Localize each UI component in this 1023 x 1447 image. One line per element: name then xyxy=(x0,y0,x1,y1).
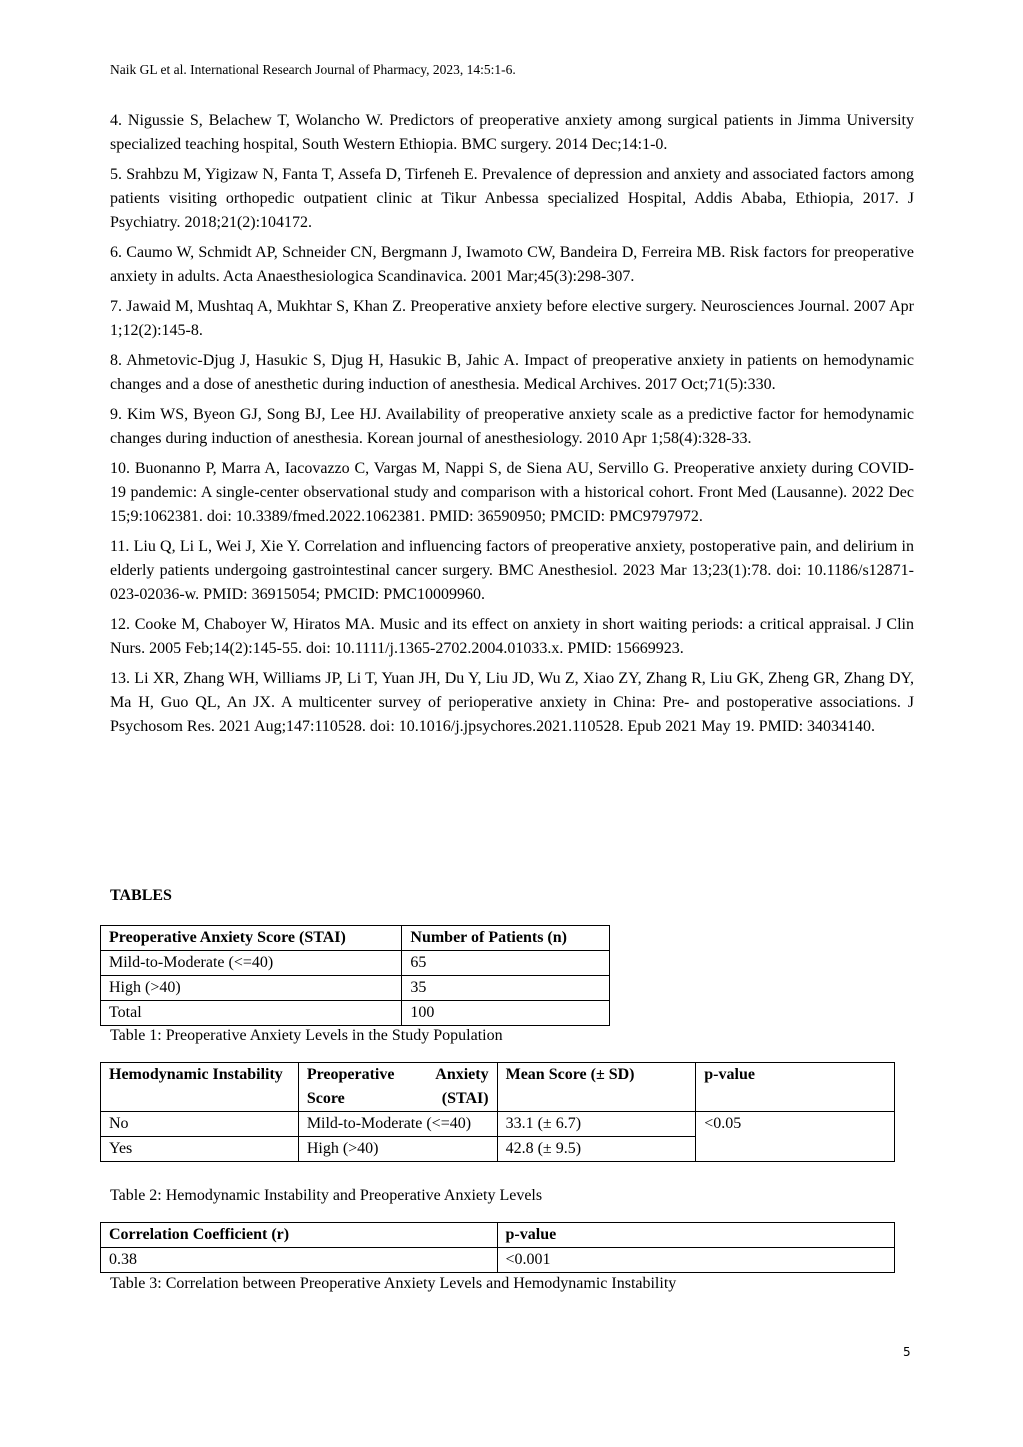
table-cell: 33.1 (± 6.7) xyxy=(497,1112,696,1137)
table-cell: <0.05 xyxy=(696,1112,895,1162)
table-row xyxy=(101,1112,895,1137)
table-hemodynamic-instability xyxy=(100,1062,895,1162)
table-correlation xyxy=(100,1222,895,1273)
reference-item: 10. Buonanno P, Marra A, Iacovazzo C, Vargas M, Nappi S, de Siena AU, Servillo G. Preoperative anxiety during COVID-19 pandemic: A single-center observational study and comparison with a historical cohort. Front Med (Lausanne). 2022 Dec 15;9:1062381. doi: 10.3389/fmed.2022.1062381. PMID: 36590950; PMCID: PMC9797972. xyxy=(110,460,914,525)
table-row xyxy=(101,1001,610,1026)
table-header-cell: Preoperative Anxiety Score (STAI) xyxy=(101,926,402,951)
reference-item: 13. Li XR, Zhang WH, Williams JP, Li T, Yuan JH, Du Y, Liu JD, Wu Z, Xiao ZY, Zhang R, Liu GK, Zheng GR, Zhang DY, Ma H, Guo QL, An JX. A multicenter survey of perioperative anxiety in China: Pre- and postoperative associations. J Psychosom Res. 2021 Aug;147:110528. doi: 10.1016/j.jpsychores.2021.110528. Epub 2021 May 19. PMID: 34034140. xyxy=(110,670,914,735)
table-row xyxy=(101,1248,895,1273)
table-cell: 35 xyxy=(402,976,610,1001)
page-number: 5 xyxy=(903,1345,911,1359)
tables-heading: TABLES xyxy=(110,887,172,904)
reference-item: 11. Liu Q, Li L, Wei J, Xie Y. Correlation and influencing factors of preoperative anxiety, postoperative pain, and delirium in elderly patients undergoing gastrointestinal cancer surgery. BMC Anesthesiol. 2023 Mar 13;23(1):78. doi: 10.1186/s12871-023-02036-w. PMID: 36915054; PMCID: PMC10009960. xyxy=(110,538,914,603)
references-list xyxy=(110,109,914,745)
table-cell: Yes xyxy=(101,1137,299,1162)
table-header-cell: Mean Score (± SD) xyxy=(497,1063,696,1112)
table-cell: High (>40) xyxy=(101,976,402,1001)
running-header: Naik GL et al. International Research Journal of Pharmacy, 2023, 14:5:1-6. xyxy=(110,62,516,77)
table-header-cell: Hemodynamic Instability xyxy=(101,1063,299,1112)
table-header-cell: p-value xyxy=(696,1063,895,1112)
table-row xyxy=(101,951,610,976)
reference-item: 12. Cooke M, Chaboyer W, Hiratos MA. Music and its effect on anxiety in short waiting periods: a critical appraisal. J Clin Nurs. 2005 Feb;14(2):145-55. doi: 10.1111/j.1365-2702.2004.01033.x. PMID: 15669923. xyxy=(110,616,914,657)
reference-item: 6. Caumo W, Schmidt AP, Schneider CN, Bergmann J, Iwamoto CW, Bandeira D, Ferreira MB. Risk factors for preoperative anxiety in adults. Acta Anaesthesiologica Scandinavica. 2001 Mar;45(3):298-307. xyxy=(110,244,914,285)
table-cell: 100 xyxy=(402,1001,610,1026)
table-header-cell: Number of Patients (n) xyxy=(402,926,610,951)
table-header-row xyxy=(101,926,610,951)
table-cell: 0.38 xyxy=(101,1248,498,1273)
table-anxiety-levels xyxy=(100,925,610,1026)
table-cell: <0.001 xyxy=(497,1248,894,1273)
table-cell: No xyxy=(101,1112,299,1137)
reference-item: 7. Jawaid M, Mushtaq A, Mukhtar S, Khan Z. Preoperative anxiety before elective surgery. Neurosciences Journal. 2007 Apr 1;12(2):145-8. xyxy=(110,298,914,339)
table-cell: Total xyxy=(101,1001,402,1026)
table-header-row xyxy=(101,1223,895,1248)
table-cell: 42.8 (± 9.5) xyxy=(497,1137,696,1162)
table-header-cell: Correlation Coefficient (r) xyxy=(101,1223,498,1248)
table-header-row xyxy=(101,1063,895,1112)
table-cell: High (>40) xyxy=(298,1137,497,1162)
table-caption: Table 2: Hemodynamic Instability and Preoperative Anxiety Levels xyxy=(110,1187,543,1204)
table-row xyxy=(101,976,610,1001)
reference-item: 4. Nigussie S, Belachew T, Wolancho W. Predictors of preoperative anxiety among surgical patients in Jimma University specialized teaching hospital, South Western Ethiopia. BMC surgery. 2014 Dec;14:1-0. xyxy=(110,112,914,153)
reference-item: 9. Kim WS, Byeon GJ, Song BJ, Lee HJ. Availability of preoperative anxiety scale as a predictive factor for hemodynamic changes during induction of anesthesia. Korean journal of anesthesiology. 2010 Apr 1;58(4):328-33. xyxy=(110,406,914,447)
reference-item: 5. Srahbzu M, Yigizaw N, Fanta T, Assefa D, Tirfeneh E. Prevalence of depression and anxiety and associated factors among patients visiting orthopedic outpatient clinic at Tikur Anbessa specialized Hospital, Addis Ababa, Ethiopia, 2017. J Psychiatry. 2018;21(2):104172. xyxy=(110,166,914,231)
table-caption: Table 3: Correlation between Preoperative Anxiety Levels and Hemodynamic Instability xyxy=(110,1275,677,1292)
table-cell: Mild-to-Moderate (<=40) xyxy=(298,1112,497,1137)
table-header-cell: p-value xyxy=(497,1223,894,1248)
table-header-cell: Preoperative Anxiety Score (STAI) xyxy=(298,1063,497,1112)
reference-item: 8. Ahmetovic-Djug J, Hasukic S, Djug H, Hasukic B, Jahic A. Impact of preoperative anxiety in patients on hemodynamic changes and a dose of anesthetic during induction of anesthesia. Medical Archives. 2017 Oct;71(5):330. xyxy=(110,352,914,393)
table-cell: 65 xyxy=(402,951,610,976)
table-caption: Table 1: Preoperative Anxiety Levels in the Study Population xyxy=(110,1027,503,1044)
table-cell: Mild-to-Moderate (<=40) xyxy=(101,951,402,976)
